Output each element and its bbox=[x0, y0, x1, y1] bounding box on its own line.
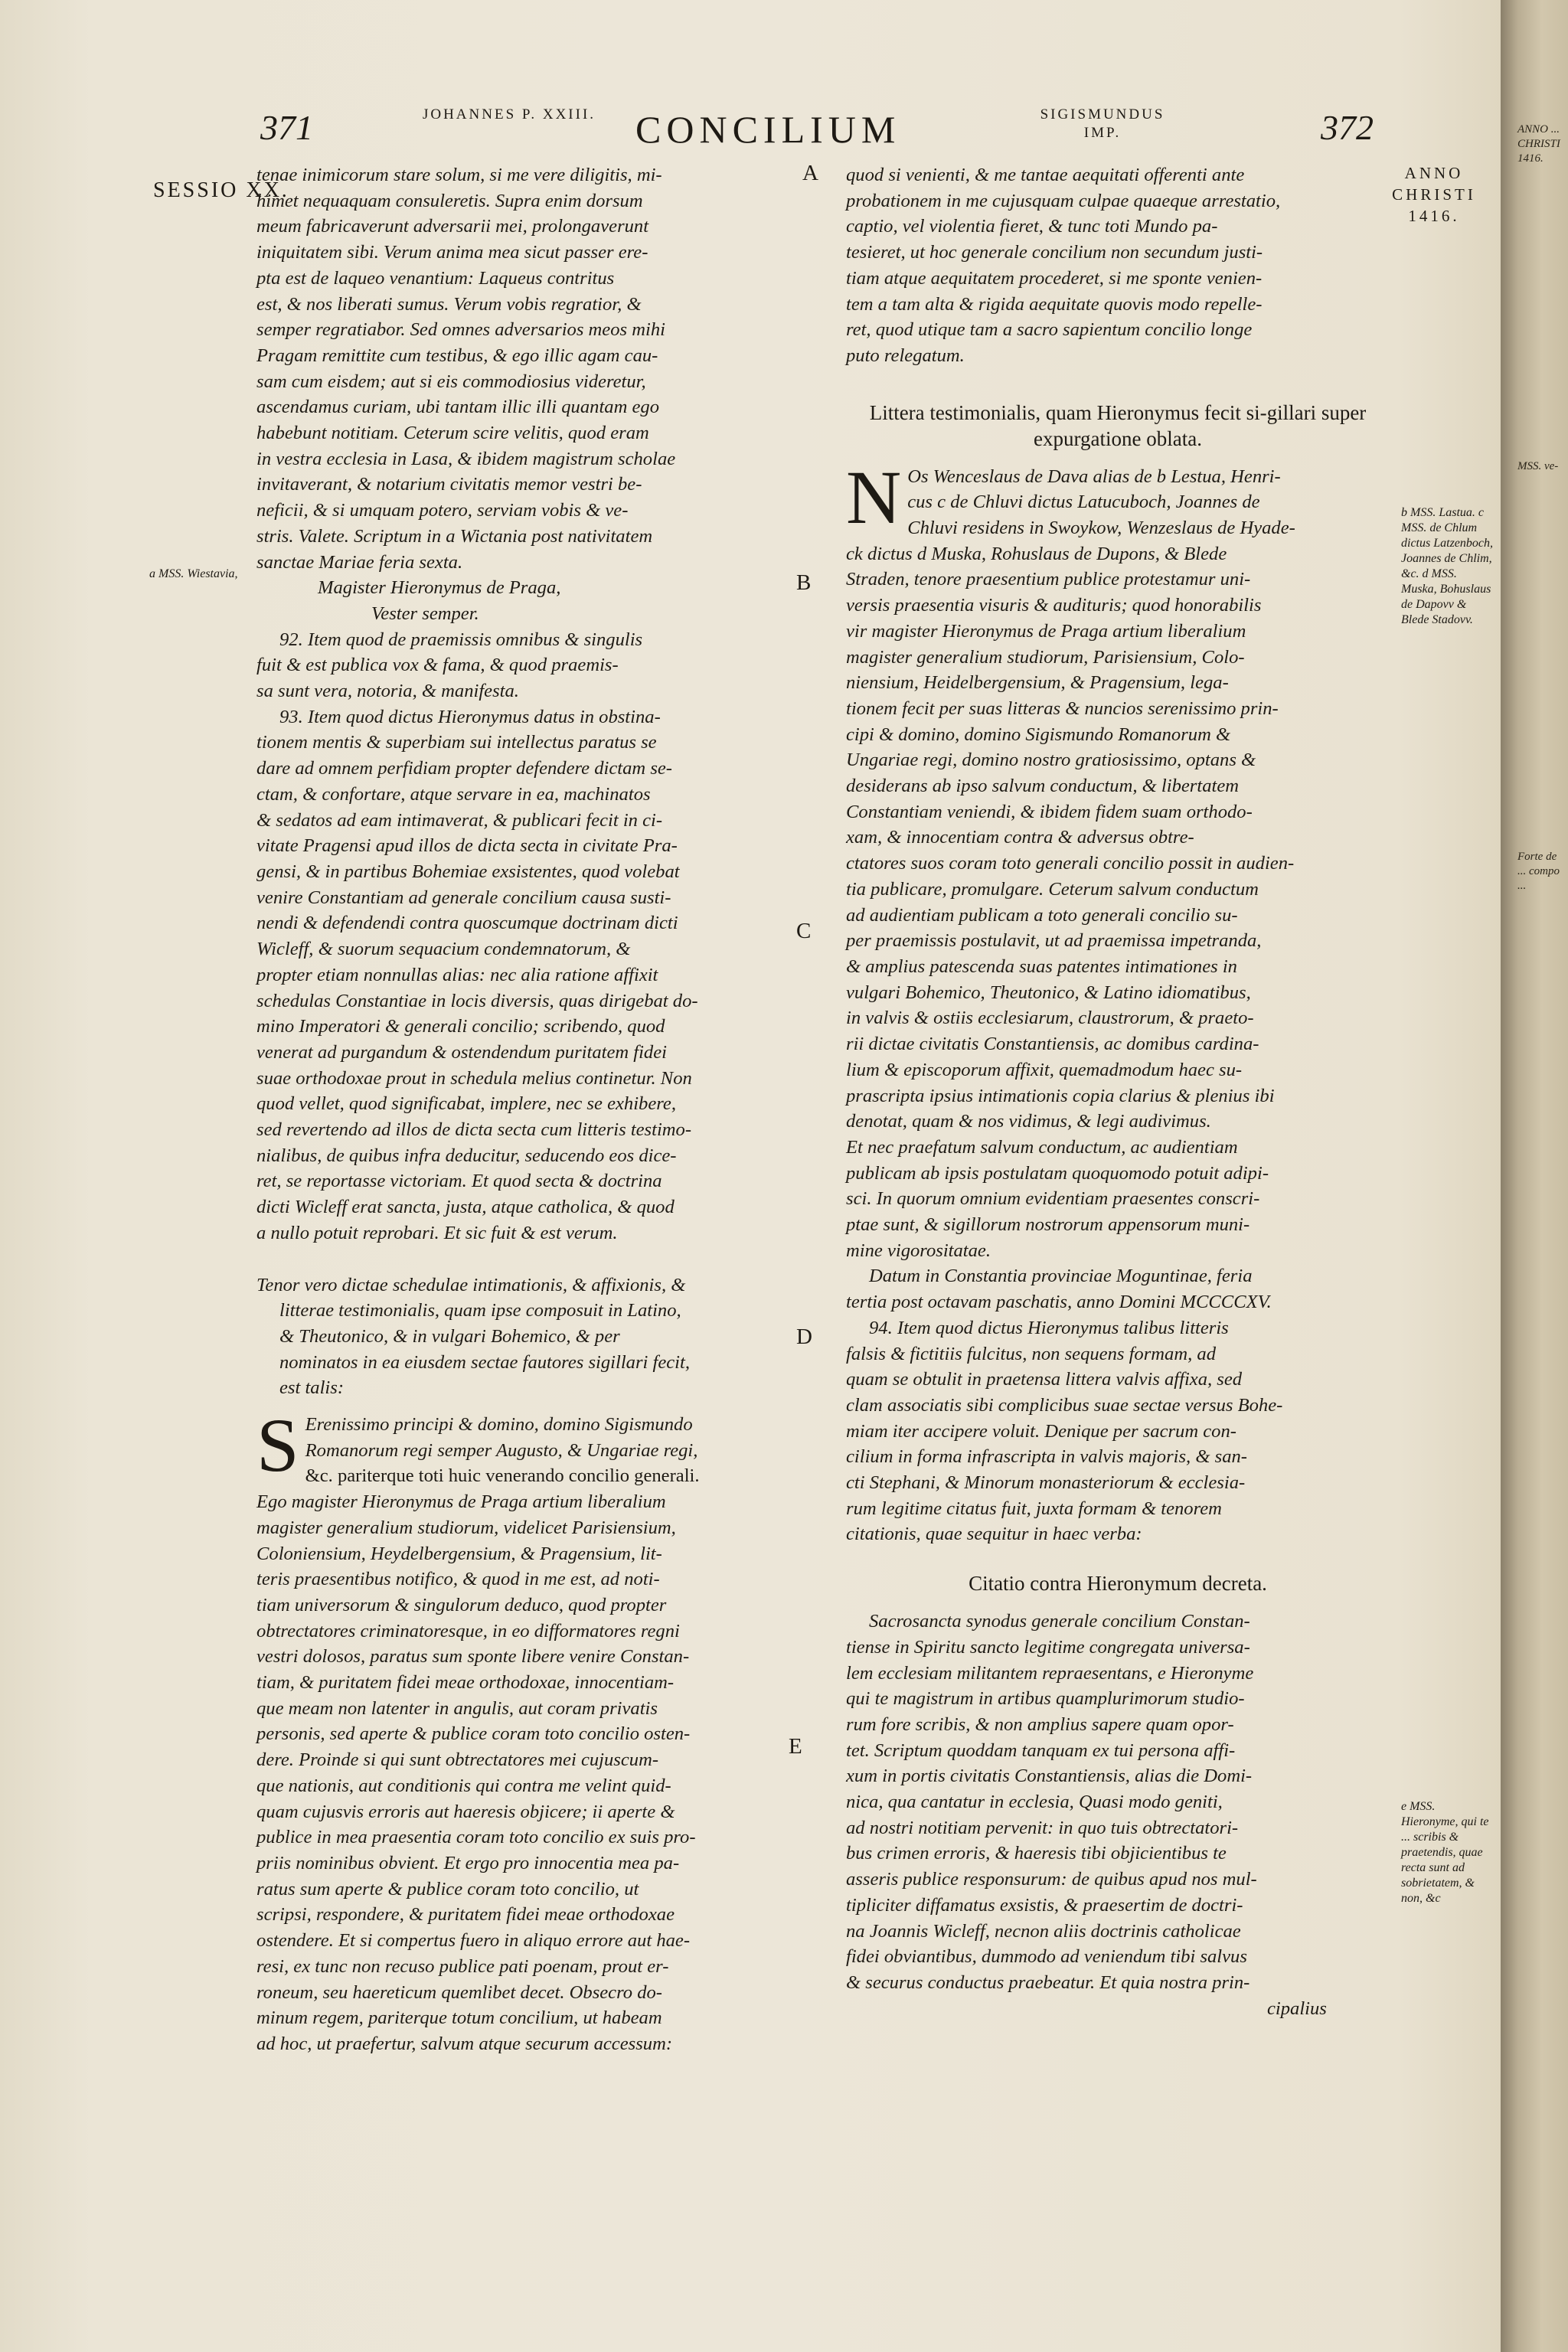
text-line: sam cum eisdem; aut si eis commodiosius videretur, bbox=[256, 371, 646, 392]
citation-decree bbox=[846, 1609, 1390, 2021]
text-line: lem ecclesiam militantem repraesentans, e Hieronyme bbox=[846, 1662, 1254, 1684]
text-line: & sedatos ad eam intimaverat, & publicari fecit in ci- bbox=[256, 809, 663, 831]
text-line: tionem mentis & superbiam sui intellectus paratus se bbox=[256, 732, 657, 753]
drop-cap: N bbox=[846, 454, 902, 540]
text-line: ostendere. Et si compertus fuero in aliquo errore aut hae- bbox=[256, 1930, 691, 1952]
text-line: publice in mea praesentia coram toto concilio ex suis pro- bbox=[256, 1827, 696, 1848]
text-line: que meam non latenter in angulis, aut coram privatis bbox=[256, 1697, 658, 1719]
session-label: SESSIO XX. bbox=[153, 178, 289, 202]
text-line: roneum, seu haereticum quemlibet decet. Obsecro do- bbox=[256, 1981, 662, 2003]
spacer bbox=[256, 1401, 792, 1412]
text-line: tiam universorum & singulorum deduco, quod propter bbox=[256, 1594, 667, 1615]
text-line: prascripta ipsius intimationis copia clarius & plenius ibi bbox=[846, 1085, 1275, 1106]
text-line: puto relegatum. bbox=[846, 345, 965, 366]
text-line: bus crimen erroris, & haeresis tibi objicientibus te bbox=[846, 1843, 1227, 1864]
text-line: Datum in Constantia provinciae Moguntinae, feria bbox=[869, 1266, 1253, 1287]
text-line: resi, ex tunc non recuso publice pati poenam, prout er- bbox=[256, 1955, 669, 1977]
text-line: schedulas Constantiae in locis diversis, quas dirigebat do- bbox=[256, 990, 698, 1011]
text-line: ratus sum aperte & publice coram toto concilio, ut bbox=[256, 1878, 639, 1900]
tenor-paragraph bbox=[256, 1272, 792, 1402]
text-line: 93. Item quod dictus Hieronymus datus in obstina- bbox=[279, 706, 661, 727]
text-line: cipi & domino, domino Sigismundo Romanorum & bbox=[846, 724, 1231, 745]
signature-line: Magister Hieronymus de Praga, bbox=[318, 577, 561, 599]
text-line: que nationis, aut conditionis qui contra me velint quid- bbox=[256, 1775, 671, 1796]
text-line: ptae sunt, & sigillorum nostrorum appensorum muni- bbox=[846, 1214, 1250, 1236]
text-line: in valvis & ostiis ecclesiarum, claustrorum, & praeto- bbox=[846, 1008, 1254, 1029]
text-line: personis, sed aperte & publice coram toto concilio osten- bbox=[256, 1723, 691, 1745]
letter-text-continued bbox=[256, 162, 792, 575]
text-line: Tenor vero dictae schedulae intimationis, & affixionis, & bbox=[256, 1274, 686, 1295]
text-line: a nullo potuit reprobari. Et sic fuit & est verum. bbox=[256, 1222, 618, 1243]
text-line: tiam atque aequitatem procederet, si me sponte venien- bbox=[846, 267, 1263, 289]
text-line: Ego magister Hieronymus de Praga artium liberalium bbox=[256, 1491, 666, 1513]
drop-cap: S bbox=[256, 1403, 299, 1488]
text-line: neficii, & si umquam potero, serviam vobis & ve- bbox=[256, 500, 629, 521]
text-line: priis nominibus obvient. Et ergo pro innocentia mea pa- bbox=[256, 1853, 680, 1873]
right-column bbox=[846, 162, 1390, 2021]
text-line: rum legitime citatus fuit, juxta formam & tenorem bbox=[846, 1498, 1222, 1519]
section-letter-d: D bbox=[796, 1325, 812, 1349]
text-line: Chluvi residens in Swoykow, Wenzeslaus de Hyade- bbox=[907, 518, 1295, 539]
text-line: publicam ab ipsis postulatam quoquomodo potuit adipi- bbox=[846, 1162, 1269, 1184]
text-line: invitaverant, & notarium civitatis memor vestri be- bbox=[256, 474, 642, 495]
text-line: nendi & defendendi contra quoscumque doctrinam dicti bbox=[256, 913, 678, 934]
margin-note-a: a MSS. Wiestavia, bbox=[149, 567, 238, 580]
text-line: 92. Item quod de praemissis omnibus & singulis bbox=[279, 629, 643, 650]
paragraph-93 bbox=[256, 704, 792, 1246]
text-line: dere. Proinde si qui sunt obtrectatores mei cujuscum- bbox=[256, 1749, 659, 1771]
text-line: in vestra ecclesia in Lasa, & ibidem magistrum scholae bbox=[256, 448, 676, 469]
letter-to-sigismund bbox=[256, 1403, 792, 2057]
page-title: CONCILIUM bbox=[635, 108, 901, 151]
text-line: Constantiam veniendi, & ibidem fidem suam orthodo- bbox=[846, 801, 1253, 822]
text-line: rii dictae civitatis Constantiensis, ac domibus cardina- bbox=[846, 1034, 1259, 1055]
section-letter-b: B bbox=[796, 570, 812, 595]
text-line: tertia post octavam paschatis, anno Domini MCCCCXV. bbox=[846, 1292, 1272, 1313]
text-line: denotat, quam & nos vidimus, & legi audivimus. bbox=[846, 1111, 1211, 1132]
text-line: ck dictus d Muska, Rohuslaus de Dupons, & Blede bbox=[846, 543, 1227, 564]
text-line: litterae testimonialis, quam ipse composuit in Latino, bbox=[279, 1300, 681, 1321]
text-line: venerat ad purgandum & ostendendum puritatem fidei bbox=[256, 1041, 667, 1063]
text-line: tipliciter diffamatus exsistis, & praesertim de doctri- bbox=[846, 1894, 1243, 1916]
text-line: semper regratiabor. Sed omnes adversarios meos mihi bbox=[256, 319, 665, 341]
text-line: ascendamus curiam, ubi tantam illic illi quantam ego bbox=[256, 397, 659, 418]
text-line: gensi, & in partibus Bohemiae exsistentes, quod volebat bbox=[256, 861, 680, 882]
text-line: Coloniensium, Heydelbergensium, & Pragensium, lit- bbox=[256, 1543, 662, 1564]
text-line: desiderans ab ipso salvum conductum, & libertatem bbox=[846, 776, 1239, 797]
paragraph-94 bbox=[846, 1315, 1390, 1547]
margin-note-b: b MSS. Lastua. c MSS. de Chlum dictus Latzenboch, Joannes de Chlim, &c. d MSS. Muska, Bohuslaus de Dapovv & Blede Stadovv. bbox=[1401, 506, 1493, 626]
text-line: Erenissimo principi & domino, domino Sigismundo bbox=[305, 1414, 693, 1436]
text-line: quam se obtulit in praetensa littera valvis affixa, sed bbox=[846, 1369, 1243, 1390]
letter-ending bbox=[846, 162, 1390, 369]
text-line: pta est de laqueo venantium: Laqueus contritus bbox=[256, 267, 615, 289]
text-line: falsis & fictitiis fulcitus, non sequens formam, ad bbox=[846, 1343, 1217, 1364]
text-line: qui te magistrum in artibus quamplurimorum studio- bbox=[846, 1688, 1245, 1710]
text-line: sci. In quorum omnium evidentiam praesentes conscri- bbox=[846, 1188, 1260, 1210]
catchword: cipalius bbox=[1267, 1998, 1327, 2019]
text-line: ad hoc, ut praefertur, salvum atque securum accessum: bbox=[256, 2033, 673, 2054]
text-line: fuit & est publica vox & fama, & quod praemis- bbox=[256, 655, 619, 676]
text-line: miam iter accipere voluit. Denique per sacrum con- bbox=[846, 1420, 1236, 1442]
section-letter-a: A bbox=[802, 161, 818, 185]
text-line: Sacrosancta synodus generale concilium Constan- bbox=[869, 1611, 1250, 1632]
signature-line: Vester semper. bbox=[371, 603, 479, 624]
text-line: mino Imperatori & generali concilio; scribendo, quod bbox=[256, 1016, 665, 1037]
text-line: citationis, quae sequitur in haec verba: bbox=[846, 1524, 1142, 1545]
text-line: &c. pariterque toti huic venerando concilio generali. bbox=[305, 1465, 700, 1487]
text-line: cti Stephani, & Minorum monasteriorum & ecclesia- bbox=[846, 1472, 1246, 1494]
text-line: asseris publice responsurum: de quibus apud nos mul- bbox=[846, 1869, 1257, 1890]
text-line: tiense in Spiritu sancto legitime congregata universa- bbox=[846, 1636, 1250, 1658]
text-line: 94. Item quod dictus Hieronymus talibus litteris bbox=[869, 1317, 1229, 1338]
running-head-right: SIGISMUNDUS IMP. bbox=[1040, 106, 1165, 141]
text-line: nialibus, de quibus infra deducitur, seducendo eos dice- bbox=[256, 1145, 677, 1166]
text-line: tesieret, ut hoc generale concilium non secundum justi- bbox=[846, 242, 1263, 263]
text-line: Romanorum regi semper Augusto, & Ungariae regi, bbox=[305, 1439, 698, 1461]
text-line: sanctae Mariae feria sexta. bbox=[256, 551, 463, 573]
text-line: per praemissis postulavit, ut ad praemissa impetranda, bbox=[846, 930, 1262, 952]
section-heading-citatio: Citatio contra Hieronymum decreta. bbox=[969, 1572, 1267, 1596]
text-line: ctam, & confortare, atque servare in ea, machinatos bbox=[256, 783, 651, 805]
text-line: est, & nos liberati sumus. Verum vobis regratior, & bbox=[256, 293, 642, 315]
text-line: tenae inimicorum stare solum, si me vere diligitis, mi- bbox=[256, 165, 662, 185]
page-number-left: 371 bbox=[260, 108, 313, 147]
text-line: vulgari Bohemico, Theutonico, & Latino idiomatibus, bbox=[846, 982, 1251, 1003]
running-head-left: JOHANNES P. XXIII. bbox=[422, 106, 596, 122]
text-line: tionem fecit per suas litteras & nuncios serenissimo prin- bbox=[846, 697, 1279, 719]
text-line: nica, qua cantatur in ecclesia, Quasi modo geniti, bbox=[846, 1792, 1223, 1813]
text-line: obtrectatores criminatoresque, in eo difformatores regni bbox=[256, 1620, 680, 1642]
left-column bbox=[256, 162, 792, 2057]
text-line: iniquitatem sibi. Verum anima mea sicut passer ere- bbox=[256, 242, 648, 263]
text-line: propter etiam nonnullas alias: nec alia ratione affixit bbox=[256, 964, 658, 985]
facing-page-fragment: Forte de ... compo ... bbox=[1517, 851, 1560, 892]
section-letter-e: E bbox=[789, 1734, 802, 1759]
text-line: quam cujusvis erroris aut haeresis objicere; ii aperte & bbox=[256, 1801, 675, 1822]
text-line: venire Constantiam ad generale concilium causa susti- bbox=[256, 887, 671, 908]
testimonial-letter bbox=[846, 454, 1390, 1264]
text-line: vir magister Hieronymus de Praga artium liberalium bbox=[846, 620, 1246, 642]
margin-note-e: e MSS. Hieronyme, qui te ... scribis & praetendis, quae recta sunt ad sobrietatem, & non, &c bbox=[1401, 1800, 1489, 1905]
text-line: minum regem, pariterque totum concilium, ut habeam bbox=[256, 2007, 662, 2029]
text-line: na Joannis Wicleff, necnon aliis doctrinis catholicae bbox=[846, 1920, 1241, 1942]
text-line: xum in portis civitatis Constantiensis, alias die Domi- bbox=[846, 1766, 1253, 1787]
text-line: cus c de Chluvi dictus Latucuboch, Joannes de bbox=[907, 492, 1260, 513]
text-line: habebunt notitiam. Ceterum scire velitis, quod eram bbox=[256, 423, 649, 444]
section-heading-testimonial: Littera testimonialis, quam Hieronymus fecit si-gillari super expurgatione oblata. bbox=[869, 400, 1367, 450]
text-line: mine vigorositatae. bbox=[846, 1240, 991, 1261]
text-line: cilium in forma infrascripta in valvis majoris, & san- bbox=[846, 1446, 1247, 1468]
text-line: xam, & innocentiam contra & adversus obtre- bbox=[846, 827, 1194, 848]
text-line: tet. Scriptum quoddam tanquam ex tui persona affi- bbox=[846, 1740, 1236, 1761]
section-letter-c: C bbox=[796, 919, 812, 943]
text-line: quod si venienti, & me tantae aequitati offerenti ante bbox=[846, 165, 1245, 185]
facing-page-fragment: MSS. ve- bbox=[1517, 460, 1559, 472]
text-line: clam associatis sibi complicibus suae sectae versus Bohe- bbox=[846, 1394, 1283, 1416]
text-line: ret, se reportasse victoriam. Et quod secta & doctrina bbox=[256, 1171, 662, 1192]
year-label: ANNO CHRISTI 1416. bbox=[1392, 164, 1476, 225]
paragraph-92 bbox=[256, 627, 792, 704]
text-line: nominatos in ea eiusdem sectae fautores sigillari fecit, bbox=[279, 1351, 690, 1373]
text-line: scripsi, respondere, & puritatem fidei meae orthodoxae bbox=[256, 1904, 675, 1926]
text-line: vitate Pragensi apud illos de dicta secta in civitate Pra- bbox=[256, 835, 678, 857]
text-line: ad nostri notitiam pervenit: in quo tuis obtrectatori- bbox=[846, 1817, 1239, 1838]
text-line: meum fabricaverunt adversarii mei, prolongaverunt bbox=[256, 216, 649, 237]
text-line: tem a tam alta & rigida aequitate quovis modo repelle- bbox=[846, 293, 1263, 315]
text-line: quod vellet, quod significabat, implere, nec se exhibere, bbox=[256, 1093, 676, 1115]
text-line: Os Wenceslaus de Dava alias de b Lestua, Henri- bbox=[907, 466, 1281, 487]
text-line: & Theutonico, & in vulgari Bohemico, & per bbox=[279, 1325, 620, 1347]
text-line: ret, quod utique tam a sacro sapientum concilio longe bbox=[846, 319, 1253, 341]
text-line: himet nequaquam consuleretis. Supra enim dorsum bbox=[256, 190, 643, 211]
signature-block bbox=[256, 575, 792, 626]
text-line: ad audientiam publicam a toto generali concilio su- bbox=[846, 904, 1238, 926]
dating-clause bbox=[846, 1263, 1390, 1315]
text-line: captio, vel violentia fieret, & tunc toti Mundo pa- bbox=[846, 216, 1218, 237]
text-line: versis praesentia visuris & audituris; quod honorabilis bbox=[846, 595, 1262, 616]
text-line: sed revertendo ad illos de dicta secta cum litteris testimo- bbox=[256, 1119, 692, 1141]
text-line: sa sunt vera, notoria, & manifesta. bbox=[256, 681, 519, 702]
text-line: teris praesentibus notifico, & quod in me est, ad noti- bbox=[256, 1569, 660, 1590]
text-line: dare ad omnem perfidiam propter defendere dictam se- bbox=[256, 758, 672, 779]
text-line: Ungariae regi, domino nostro gratiosissimo, optans & bbox=[846, 750, 1256, 771]
text-line: tia publicare, promulgare. Ceterum salvum conductum bbox=[846, 878, 1259, 900]
text-line: rum fore scribis, & non amplius sapere quam opor- bbox=[846, 1713, 1234, 1735]
text-line: suae orthodoxae prout in schedula melius continetur. Non bbox=[256, 1067, 692, 1089]
text-line: tiam, & puritatem fidei meae orthodoxae, innocentiam- bbox=[256, 1672, 675, 1694]
text-line: Wicleff, & suorum sequacium condemnatorum, & bbox=[256, 939, 631, 960]
text-line: lium & episcoporum affixit, quemadmodum haec su- bbox=[846, 1059, 1243, 1080]
text-line: & amplius patescenda suas patentes intimationes in bbox=[846, 956, 1237, 977]
text-line: & securus conductus praebeatur. Et quia nostra prin- bbox=[846, 1972, 1250, 1993]
text-line: magister generalium studiorum, Parisiensium, Colo- bbox=[846, 646, 1245, 668]
text-line: est talis: bbox=[279, 1377, 345, 1399]
text-line: Straden, tenore praesentium publice protestamur uni- bbox=[846, 569, 1251, 590]
text-line: stris. Valete. Scriptum in a Wictania post nativitatem bbox=[256, 525, 653, 547]
facing-page-fragment: ANNO ... CHRISTI 1416. bbox=[1517, 123, 1560, 165]
text-line: fidei obviantibus, dummodo ad veniendum tibi salvus bbox=[846, 1946, 1247, 1968]
text-line: ctatores suos coram toto generali concilio possit in audien- bbox=[846, 853, 1295, 874]
text-line: dicti Wicleff erat sancta, justa, atque catholica, & quod bbox=[256, 1197, 675, 1218]
text-line: vestri dolosos, paratus sum sponte libere venire Constan- bbox=[256, 1646, 690, 1668]
spacer bbox=[256, 1246, 792, 1272]
text-line: Et nec praefatum salvum conductum, ac audientiam bbox=[846, 1136, 1238, 1158]
page-number-right: 372 bbox=[1321, 108, 1374, 147]
text-line: probationem in me cujusquam culpae quaeque arrestatio, bbox=[846, 190, 1281, 211]
text-line: niensium, Heidelbergensium, & Pragensium, lega- bbox=[846, 672, 1229, 694]
text-line: magister generalium studiorum, videlicet Parisiensium, bbox=[256, 1517, 676, 1538]
text-line: Pragam remittite cum testibus, & ego illic agam cau- bbox=[256, 345, 658, 366]
facing-page-edge bbox=[1501, 0, 1568, 2352]
